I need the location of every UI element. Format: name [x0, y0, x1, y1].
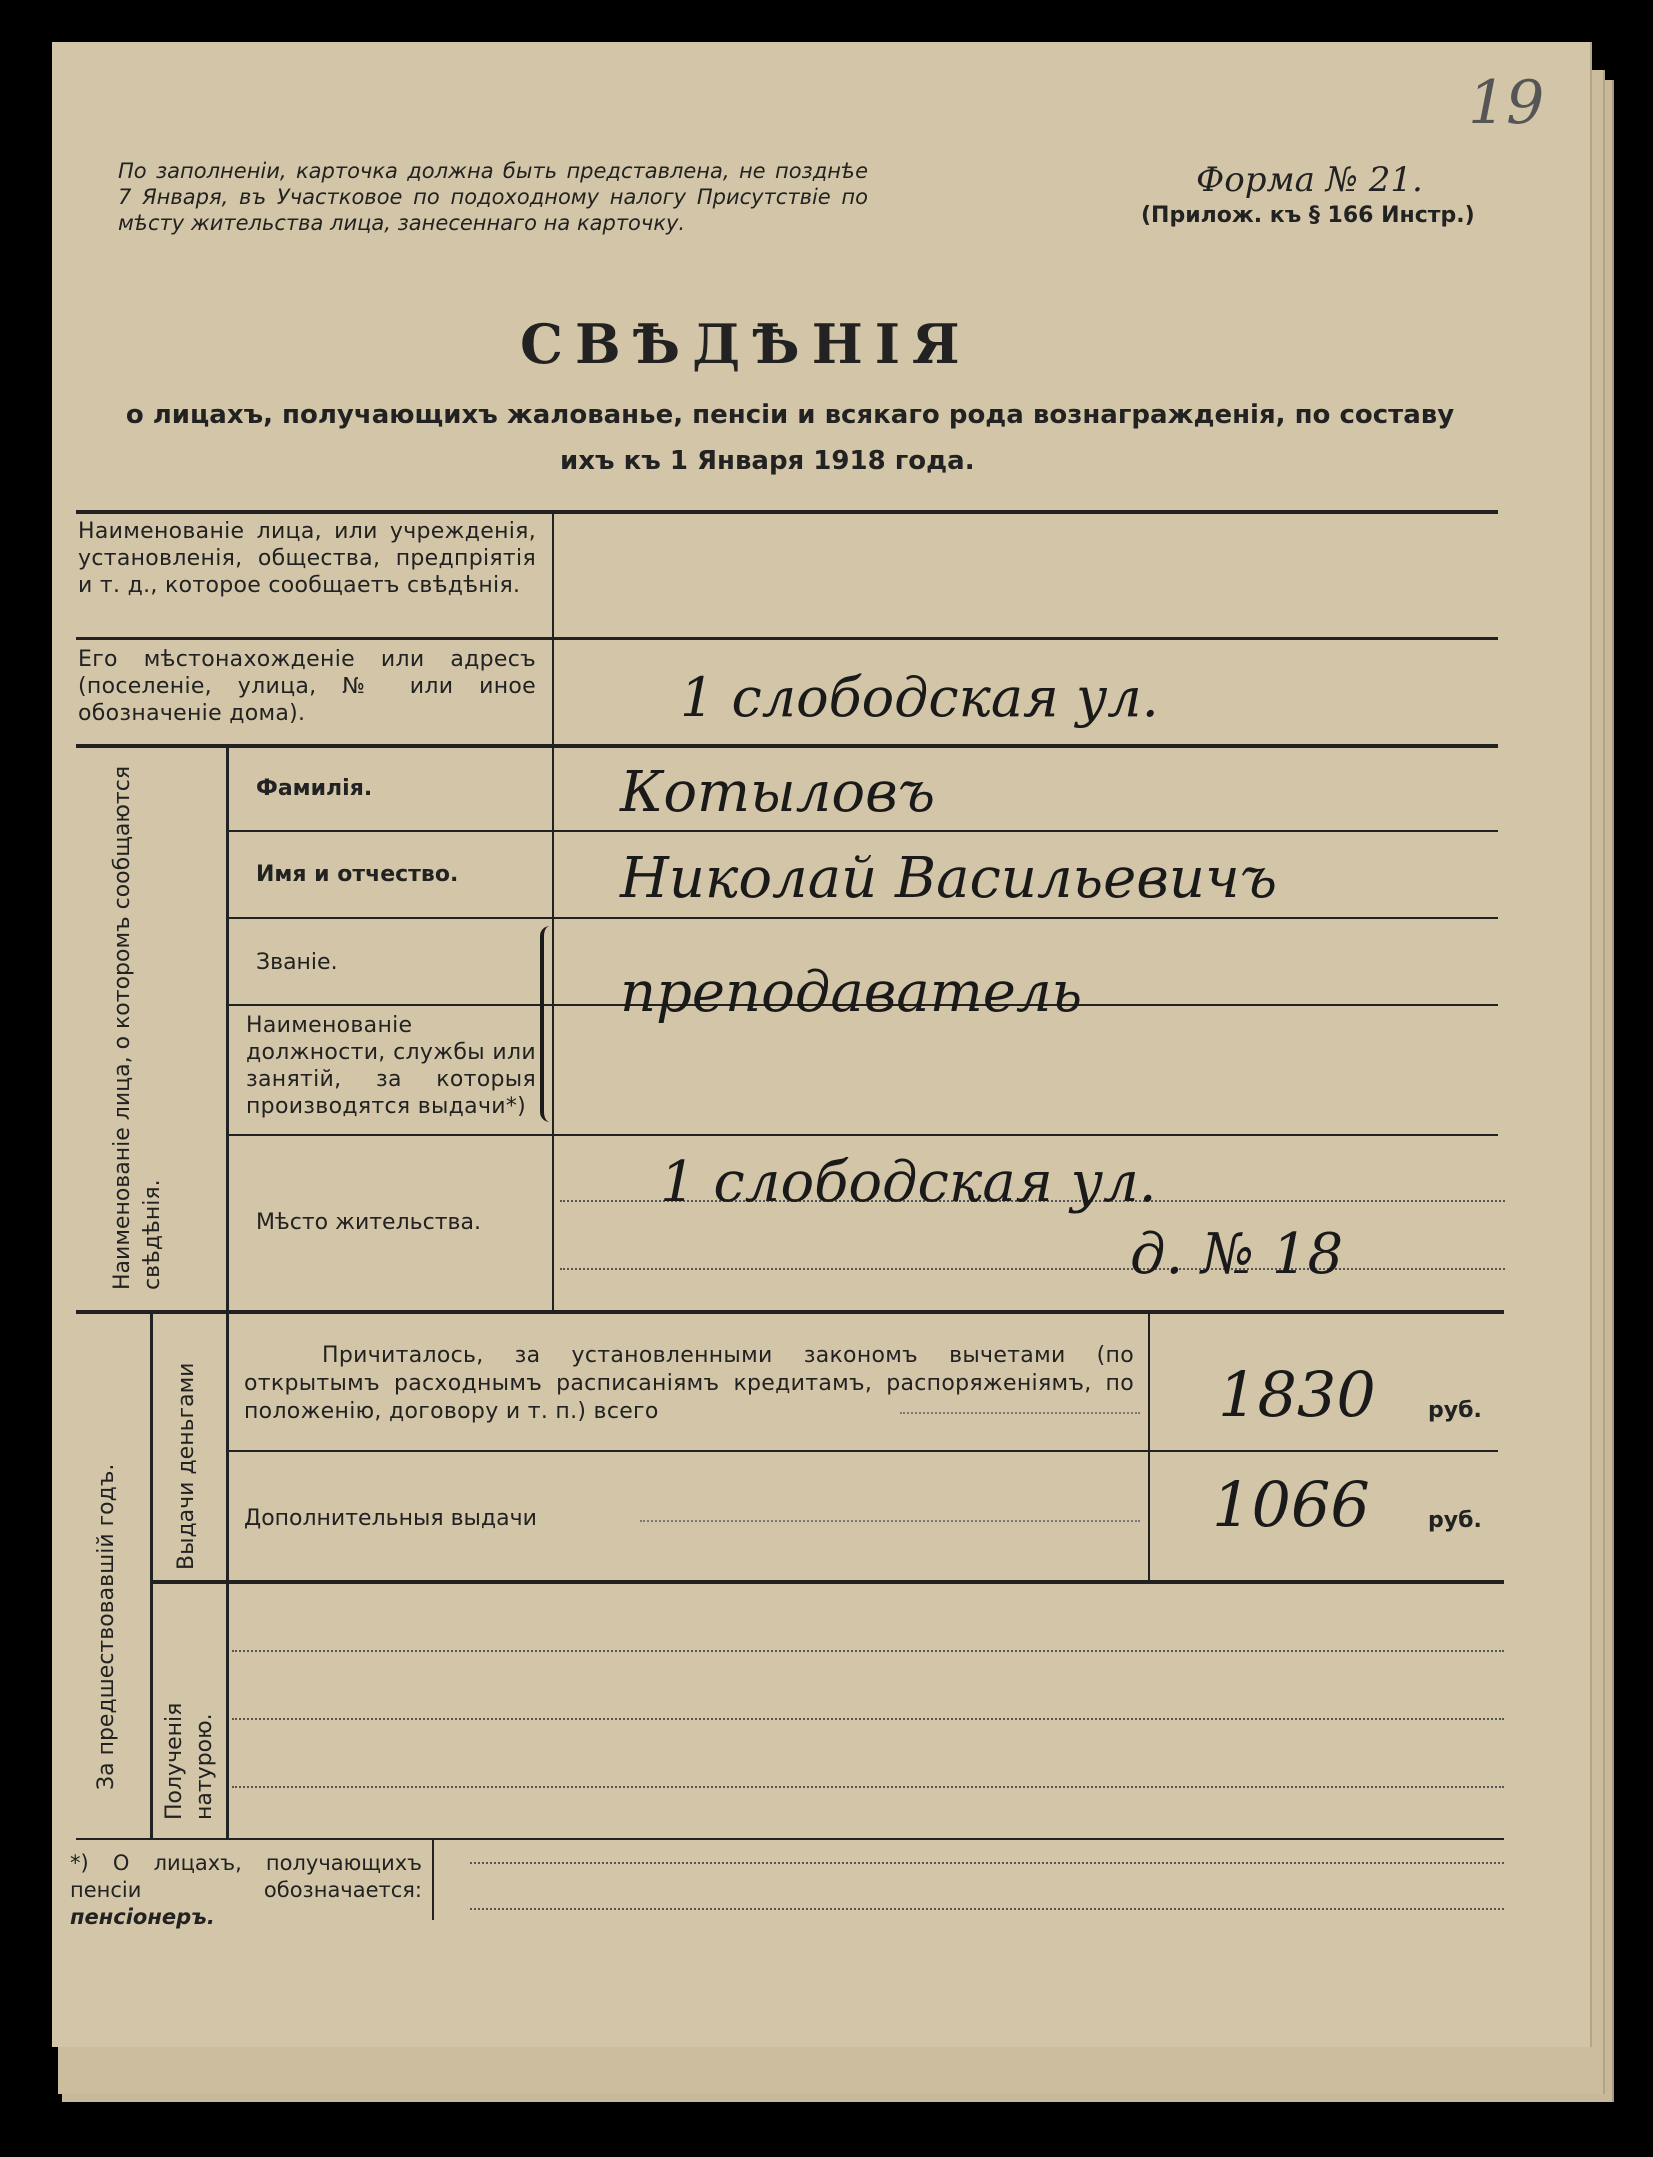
dotted-rule [232, 1786, 1504, 1788]
submission-instruction: По заполненіи, карточка должна быть представлена, не позднѣе 7 Января, въ Участковое по подоходному налогу Присутствіе по мѣсту жительства лица, занесеннаго на карточку. [118, 159, 868, 235]
leader-dots [640, 1520, 1140, 1522]
document-subtitle-line2: ихъ къ 1 Января 1918 года. [560, 446, 975, 476]
due-label: Причиталось, за установленными закономъ вычетами (по открытымъ расходнымъ расписаніямъ кредитамъ, распоряженіямъ, по положенію, договору и т. п.) всего [244, 1343, 1134, 1424]
footnote-text: *) О лицахъ, получающихъ пенсіи обозначается: [70, 1851, 422, 1902]
position-label: Наименованіе должности, службы или занятій, за которыя производятся выдачи*) [246, 1013, 536, 1119]
surname-label: Фамилія. [256, 776, 373, 801]
document-title: СВѢДѢНІЯ [520, 312, 972, 376]
dotted-rule [560, 1268, 1505, 1270]
dotted-rule [232, 1718, 1504, 1720]
name-value: Николай Васильевичъ [620, 846, 1278, 911]
row-rule [152, 1580, 1504, 1584]
residence-value-line2: д. № 18 [1130, 1222, 1344, 1287]
document-subtitle-line1: о лицахъ, получающихъ жалованье, пенсіи и всякаго рода вознагражденія, по составу [125, 400, 1455, 430]
person-section-side-label-text: Наименованіе лица, о которомъ сообщаются свѣдѣнія. [110, 765, 165, 1290]
name-label: Имя и отчество. [256, 862, 459, 887]
extra-label: Дополнительныя выдачи [244, 1506, 537, 1531]
dotted-rule [470, 1862, 1504, 1864]
table-top-rule [76, 510, 1498, 514]
surname-value: Котыловъ [620, 760, 936, 825]
handwritten-bracket [540, 926, 558, 1122]
due-value: 1830 [1218, 1358, 1376, 1431]
row-rule [76, 744, 1498, 748]
residence-value-line1: 1 слободская ул. [660, 1150, 1157, 1215]
due-currency: руб. [1428, 1398, 1482, 1423]
dotted-rule [232, 1650, 1504, 1652]
person-section-side-label [108, 750, 168, 1290]
money-section-side-label [174, 1363, 199, 1570]
rank-value: преподаватель [620, 960, 1083, 1025]
money-section-side-label-text: Выдачи деньгами [174, 1362, 199, 1570]
column-divider [552, 512, 554, 1310]
kind-section-side-label-text: Полученія натурою. [162, 1702, 217, 1820]
residence-label: Мѣсто жительства. [256, 1210, 481, 1235]
institution-label: Наименованіе лица, или учрежденія, установленія, общества, предпріятія и т. д., которое сообщаетъ свѣдѣнія. [78, 519, 536, 598]
row-rule [228, 1134, 1498, 1136]
footnote-emphasis: пенсіонеръ. [70, 1905, 215, 1929]
extra-value: 1066 [1212, 1468, 1370, 1541]
form-reference: (Прилож. къ § 166 Инстр.) [1141, 203, 1475, 228]
page-number: 19 [1468, 68, 1545, 138]
extra-currency: руб. [1428, 1508, 1482, 1533]
amount-column-divider [1148, 1314, 1150, 1580]
rank-label: Званіе. [256, 950, 338, 975]
dotted-rule [470, 1908, 1504, 1910]
year-section-side-label [94, 1464, 119, 1790]
row-rule [228, 830, 1498, 832]
row-rule [228, 917, 1498, 919]
address-label: Его мѣстонахожденіе или адресъ (поселеніе, улица, № или иное обозначеніе дома). [78, 647, 536, 726]
footnote [70, 1850, 422, 1931]
side-column-divider [226, 1312, 229, 1840]
footnote-divider [432, 1840, 434, 1920]
kind-section-side-label [160, 1590, 220, 1820]
row-rule [228, 1450, 1498, 1452]
form-number: Форма № 21. [1196, 160, 1423, 200]
side-column-divider [150, 1312, 153, 1840]
address-value: 1 слободская ул. [680, 666, 1159, 729]
section-rule [76, 1310, 1504, 1314]
row-rule [76, 1838, 1504, 1840]
year-section-side-label-text: За предшествовавшій годъ. [94, 1463, 119, 1790]
row-rule [76, 637, 1498, 640]
